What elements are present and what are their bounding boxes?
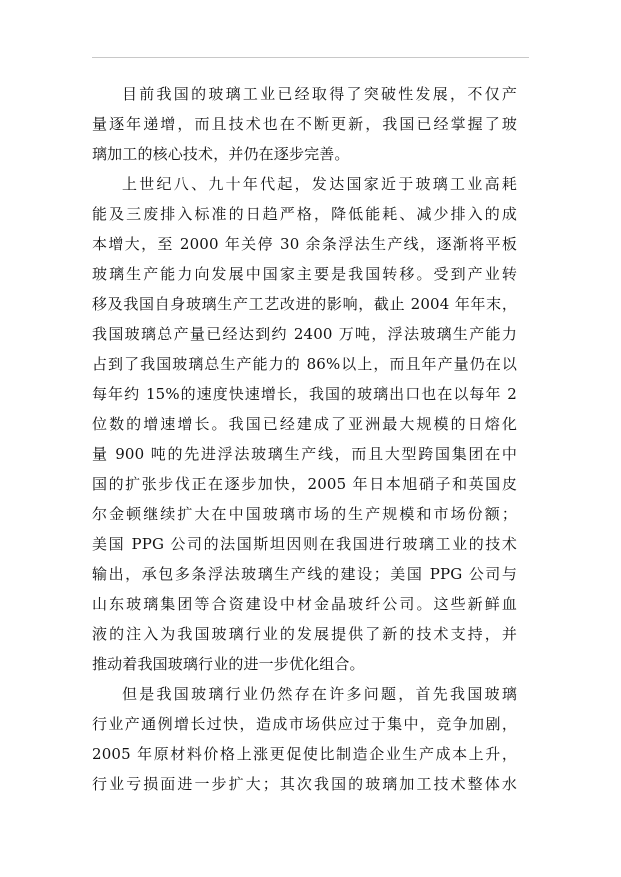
paragraph-2-line-12: 尔金顿继续扩大在中国玻璃市场的生产规模和市场份额； [92,505,517,523]
header-divider [92,57,529,58]
paragraph-3-line-4: 行业亏损面进一步扩大；其次我国的玻璃加工技术整体水 [92,775,517,793]
paragraph-2-line-13: 美国 PPG 公司的法国斯坦因则在我国进行玻璃工业的技术 [92,535,517,553]
paragraph-2-line-9: 位数的增速增长。我国已经建成了亚洲最大规模的日熔化 [92,415,517,433]
paragraph-2-line-7: 占到了我国玻璃总生产能力的 86%以上，而且年产量仍在以 [92,355,517,373]
paragraph-1-line-1: 目前我国的玻璃工业已经取得了突破性发展，不仅产 [122,85,517,103]
paragraph-2-line-17: 推动着我国玻璃行业的进一步优化组合。 [92,655,365,673]
paragraph-3-line-1: 但是我国玻璃行业仍然存在许多问题，首先我国玻璃 [122,685,517,703]
paragraph-1-line-2: 量逐年递增，而且技术也在不断更新，我国已经掌握了玻 [92,115,517,133]
paragraph-2-line-4: 玻璃生产能力向发展中国家主要是我国转移。受到产业转 [92,265,517,283]
paragraph-1-line-3: 璃加工的核心技术，并仍在逐步完善。 [92,145,350,163]
paragraph-2-line-2: 能及三废排入标准的日趋严格，降低能耗、减少排入的成 [92,205,517,223]
paragraph-2-line-1: 上世纪八、九十年代起，发达国家近于玻璃工业高耗 [122,175,517,193]
paragraph-2-line-15: 山东玻璃集团等合资建设中材金晶玻纤公司。这些新鲜血 [92,595,517,613]
paragraph-2-line-14: 输出，承包多条浮法玻璃生产线的建设；美国 PPG 公司与 [92,565,517,583]
paragraph-2-line-6: 我国玻璃总产量已经达到约 2400 万吨，浮法玻璃生产能力 [92,325,517,343]
paragraph-2-line-8: 每年约 15%的速度快速增长，我国的玻璃出口也在以每年 2 [92,385,517,403]
paragraph-2-line-16: 液的注入为我国玻璃行业的发展提供了新的技术支持，并 [92,625,517,643]
paragraph-2-line-11: 国的扩张步伐正在逐步加快，2005 年日本旭硝子和英国皮 [92,475,517,493]
paragraph-3-line-2: 行业产通例增长过快，造成市场供应过于集中，竞争加剧， [92,715,517,733]
paragraph-2-line-5: 移及我国自身玻璃生产工艺改进的影响，截止 2004 年年末， [92,295,517,313]
paragraph-3-line-3: 2005 年原材料价格上涨更促使比制造企业生产成本上升， [92,745,517,763]
paragraph-2-line-3: 本增大，至 2000 年关停 30 余条浮法生产线，逐渐将平板 [92,235,517,253]
paragraph-2-line-10: 量 900 吨的先进浮法玻璃生产线，而且大型跨国集团在中 [92,445,517,463]
